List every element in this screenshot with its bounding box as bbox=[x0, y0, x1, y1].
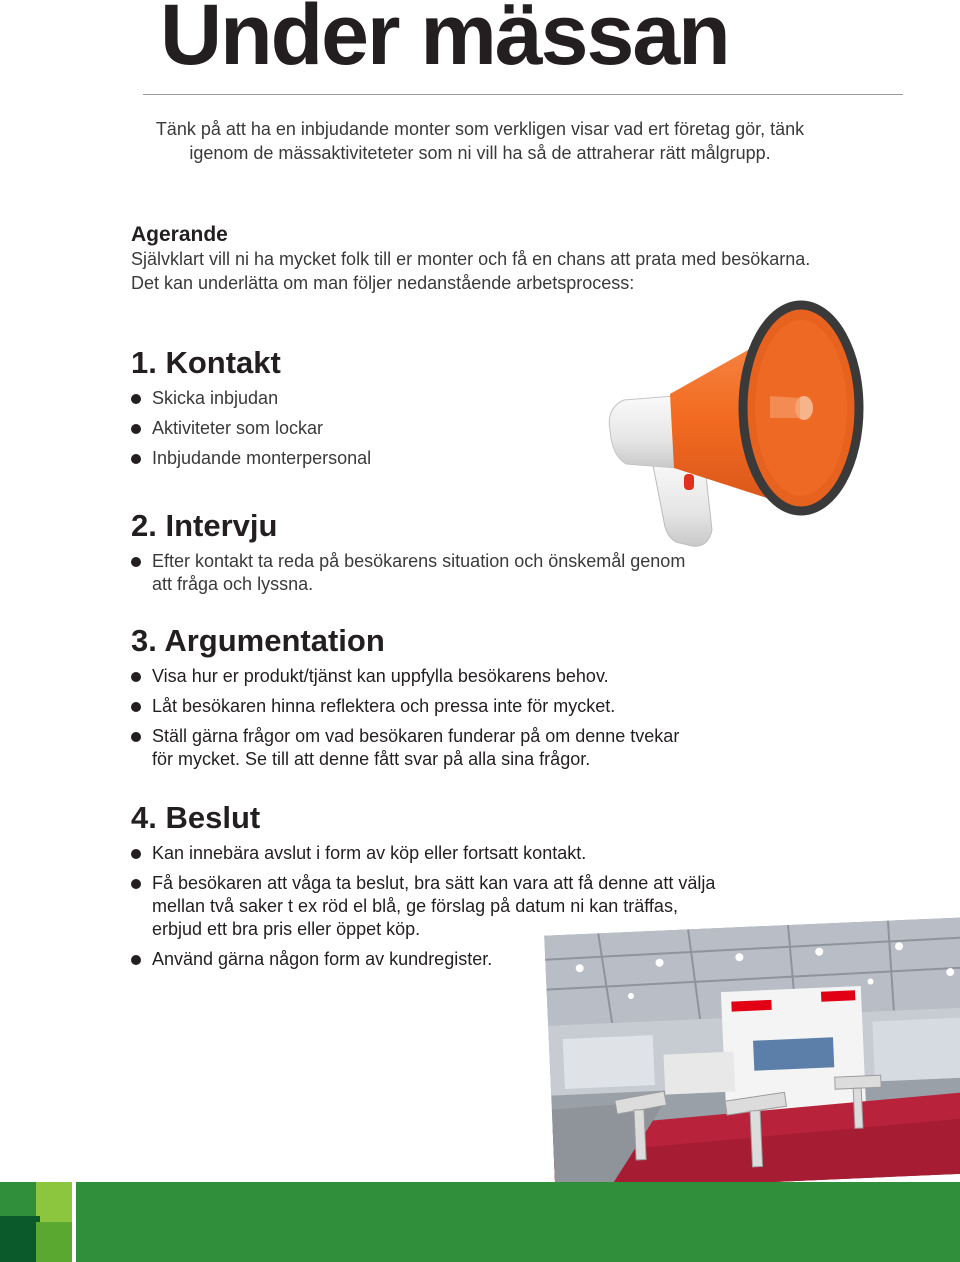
list-item bbox=[131, 417, 591, 440]
list-item-text: Inbjudande monterpersonal bbox=[152, 448, 372, 468]
bullet-icon bbox=[131, 454, 141, 464]
bullet-icon bbox=[131, 879, 141, 889]
bullet-list bbox=[131, 665, 701, 771]
list-item-text: Ställ gärna frågor om vad besökaren funderar på om denne tvekar för mycket. Se till att denne fått svar på alla sina frågor. bbox=[152, 726, 680, 769]
step-kontakt bbox=[131, 343, 591, 477]
green-footer-bar bbox=[0, 1182, 960, 1262]
list-item-text: Få besökaren att våga ta beslut, bra sätt kan vara att få denne att välja mellan två saker t ex röd el blå, ge förslag på datum ni kan träffas, erbjud ett bra pris eller öppet köp. bbox=[152, 873, 716, 939]
title-divider bbox=[143, 94, 903, 95]
list-item-text: Låt besökaren hinna reflektera och pressa inte för mycket. bbox=[152, 696, 616, 716]
bullet-icon bbox=[131, 394, 141, 404]
page-title: Under mässan bbox=[160, 0, 729, 83]
list-item-text: Kan innebära avslut i form av köp eller fortsatt kontakt. bbox=[152, 843, 587, 863]
list-item-text: Visa hur er produkt/tjänst kan uppfylla besökarens behov. bbox=[152, 666, 609, 686]
intro-paragraph: Tänk på att ha en inbjudande monter som verkligen visar vad ert företag gör, tänk igenom de mässaktiviteteter som ni vill ha så de attraherar rätt målgrupp. bbox=[155, 119, 805, 163]
list-item bbox=[131, 695, 701, 718]
list-item-text: Aktiviteter som lockar bbox=[152, 418, 324, 438]
bullet-icon bbox=[131, 702, 141, 712]
bullet-list bbox=[131, 387, 591, 470]
list-item-text: Använd gärna någon form av kundregister. bbox=[152, 949, 493, 969]
list-item bbox=[131, 387, 591, 410]
bullet-icon bbox=[131, 672, 141, 682]
list-item-text: Skicka inbjudan bbox=[152, 388, 279, 408]
trade-fair-photo bbox=[538, 911, 960, 1198]
list-item bbox=[131, 665, 701, 688]
agerande-text: Självklart vill ni ha mycket folk till er monter och få en chans att prata med besökarna. Det kan underlätta om man följer nedanstående arbetsprocess: bbox=[131, 249, 811, 293]
bullet-icon bbox=[131, 732, 141, 742]
agerande-heading: Agerande bbox=[131, 223, 228, 246]
step-argumentation bbox=[131, 621, 701, 778]
step-heading: 2. Intervju bbox=[131, 508, 278, 543]
step-heading: 1. Kontakt bbox=[131, 345, 281, 380]
step-heading: 3. Argumentation bbox=[131, 623, 385, 658]
step-heading: 4. Beslut bbox=[131, 800, 261, 835]
list-item-text: Efter kontakt ta reda på besökarens situation och önskemål genom att fråga och lyssna. bbox=[152, 551, 686, 594]
list-item bbox=[131, 842, 731, 865]
bullet-icon bbox=[131, 955, 141, 965]
megaphone-image bbox=[604, 300, 866, 562]
bullet-icon bbox=[131, 424, 141, 434]
bullet-icon bbox=[131, 849, 141, 859]
list-item bbox=[131, 447, 591, 470]
list-item bbox=[131, 725, 701, 771]
bullet-icon bbox=[131, 557, 141, 567]
